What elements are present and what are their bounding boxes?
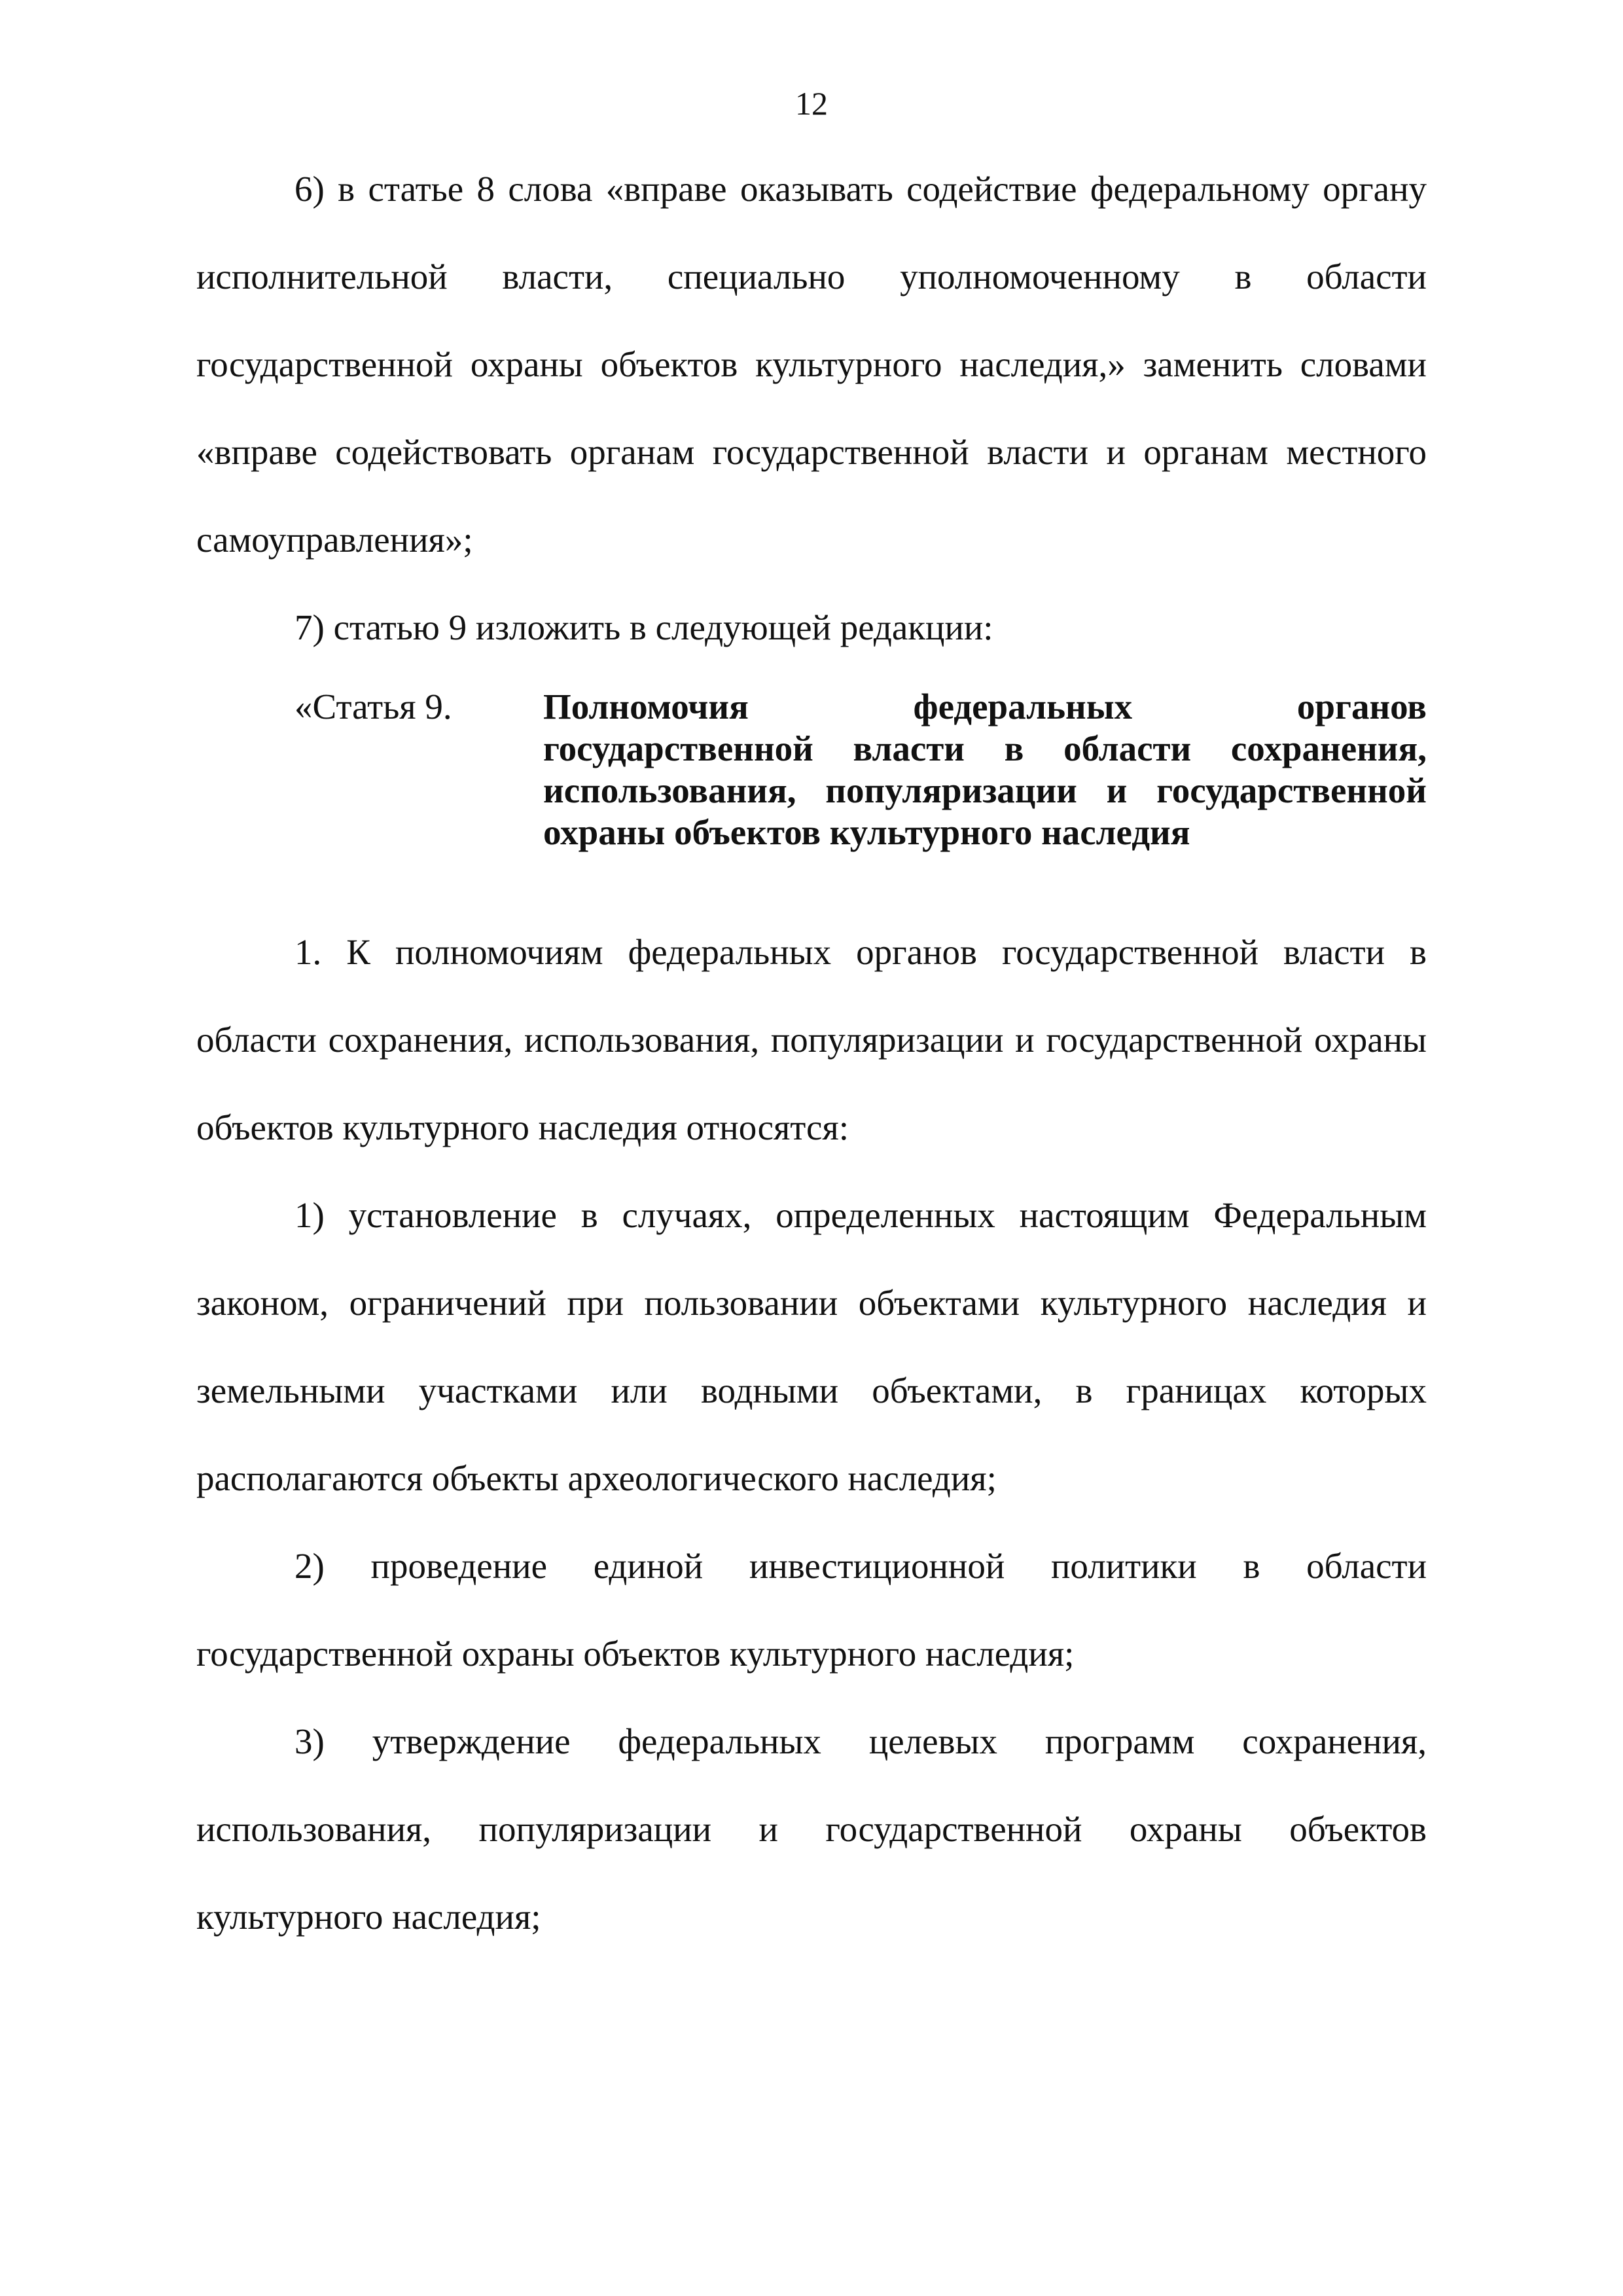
paragraph-subitem-3: 3) утверждение федеральных целевых программ сохранения, использования, популяризации и государственной охраны объектов культурного наследия; bbox=[196, 1721, 1427, 1937]
paragraph-subitem-1: 1) установление в случаях, определенных настоящим Федеральным законом, ограничений при пользовании объектами культурного наследия и земельными участками или водными объектами, в границах которых располагаются объекты археологического наследия; bbox=[196, 1195, 1427, 1498]
article-title-first-line: Полномочия федеральных органов bbox=[543, 687, 1427, 726]
article-body bbox=[196, 908, 1427, 1961]
article-title bbox=[543, 686, 1427, 853]
amendments-block-top bbox=[196, 145, 1427, 672]
article-title-rest: государственной власти в области сохранения, использования, популяризации и государственной охраны объектов культурного наследия bbox=[543, 728, 1427, 852]
article-label: «Статья 9. bbox=[294, 687, 452, 726]
paragraph-item-7: 7) статью 9 изложить в следующей редакции: bbox=[294, 607, 993, 647]
paragraph-point-1: 1. К полномочиям федеральных органов государственной власти в области сохранения, использования, популяризации и государственной охраны объектов культурного наследия относятся: bbox=[196, 932, 1427, 1147]
paragraph-subitem-2: 2) проведение единой инвестиционной политики в области государственной охраны объектов культурного наследия; bbox=[196, 1546, 1427, 1674]
page-number: 12 bbox=[795, 85, 828, 122]
article-heading bbox=[294, 686, 1427, 853]
paragraph-item-6: 6) в статье 8 слова «вправе оказывать содействие федеральному органу исполнительной власти, специально уполномоченному в области государственной охраны объектов культурного наследия,» заменить словами «вправе содействовать органам государственной власти и органам местного самоуправления»; bbox=[196, 169, 1427, 560]
